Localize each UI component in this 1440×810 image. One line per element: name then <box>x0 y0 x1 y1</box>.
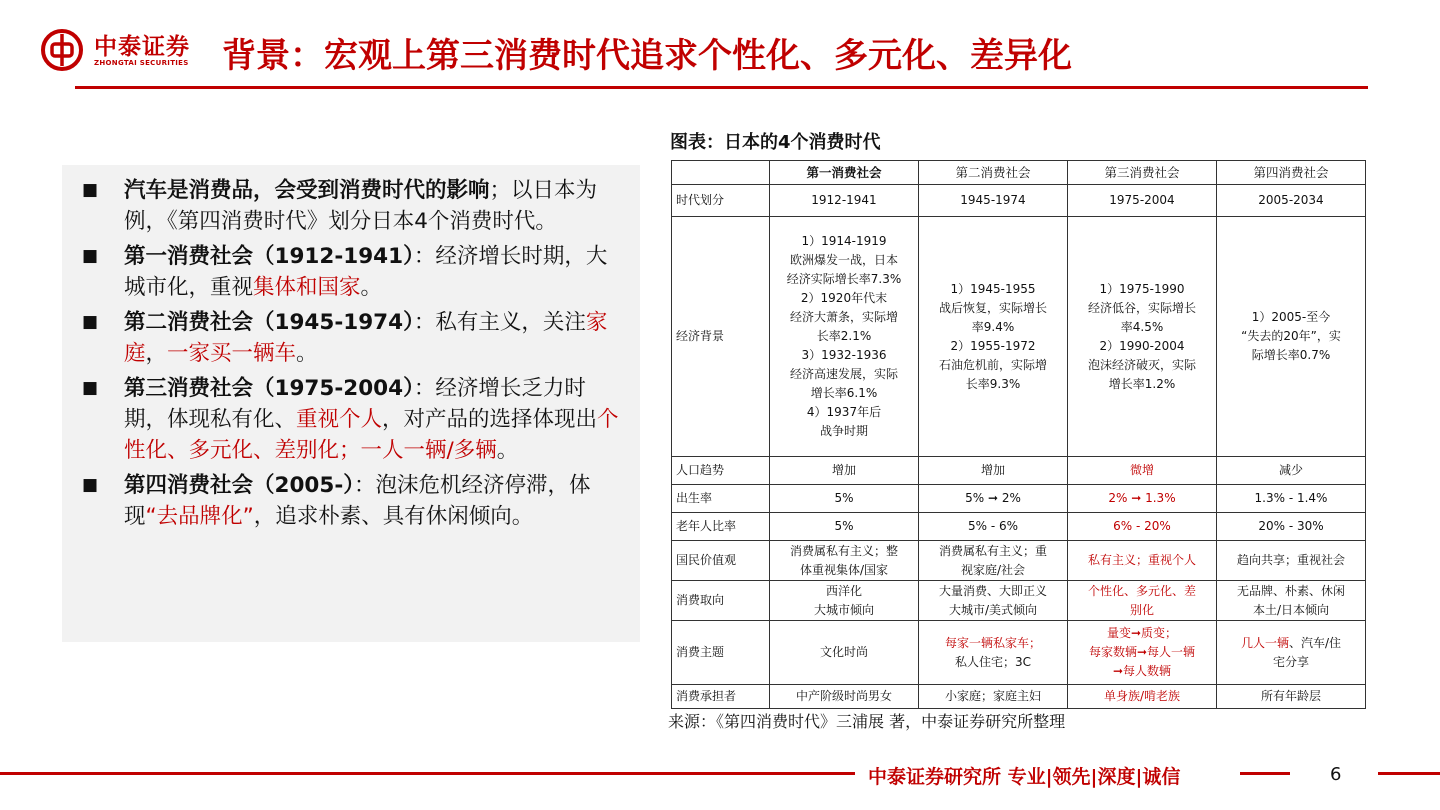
table-cell <box>1068 581 1217 621</box>
cell-line: 欧洲爆发一战，日本 <box>789 253 898 267</box>
cell-line: 视家庭/社会 <box>960 562 1026 577</box>
bullet-text-segment: ：经济增长乏力时期，体现私有化、 <box>124 376 586 432</box>
table-row <box>672 185 1366 217</box>
column-header: 第二消费社会 <box>919 161 1068 185</box>
table-cell: 单身族/啃老族 <box>1068 685 1217 709</box>
cell-line: 经济高速发展，实际 <box>789 367 898 381</box>
table-cell <box>1217 217 1366 457</box>
cell-line: 无品牌、朴素、休闲 <box>1236 583 1345 598</box>
table-cell <box>919 217 1068 457</box>
cell-line: “失去的20年”，实 <box>1241 329 1341 343</box>
bullet-item <box>80 307 626 369</box>
cell-line: 2）1990-2004 <box>1099 338 1185 353</box>
table-header-row <box>672 161 1366 185</box>
consumption-era-table <box>671 160 1366 709</box>
cell-line <box>1219 653 1363 672</box>
table-cell <box>1068 217 1217 457</box>
table-cell: 私有主义；重视个人 <box>1068 541 1217 581</box>
cell-line: 增长率6.1% <box>810 386 878 400</box>
table-cell: 6% - 20% <box>1068 513 1217 541</box>
cell-line: 消费属私有主义；重 <box>938 543 1047 558</box>
bullet-text-segment: 重视个人 <box>296 407 383 432</box>
bullet-item <box>80 241 626 303</box>
bullet-text-segment: 第三消费社会（1975-2004） <box>124 376 414 401</box>
cell-line: 经济实际增长率7.3% <box>786 272 902 286</box>
table-cell: 5% <box>770 513 919 541</box>
bullet-text-segment: 第二消费社会（1945-1974） <box>124 310 414 335</box>
table-cell <box>1217 581 1366 621</box>
cell-line: 泡沫经济破灭，实际 <box>1087 357 1196 372</box>
cell-line: 际增长率0.7% <box>1251 348 1331 362</box>
cell-line: 别化 <box>1129 602 1154 617</box>
bullet-item <box>80 470 626 532</box>
column-header: 第三消费社会 <box>1068 161 1217 185</box>
table-cell: 所有年龄层 <box>1217 685 1366 709</box>
cell-line: 大城市倾向 <box>813 602 874 617</box>
cell-line <box>1219 634 1363 653</box>
bullet-square-icon: ■ <box>82 378 99 398</box>
table-row <box>672 685 1366 709</box>
table-row <box>672 621 1366 685</box>
table-cell: 1912-1941 <box>770 185 919 217</box>
cell-line: 体重视集体/国家 <box>799 562 889 577</box>
table-cell <box>919 621 1068 685</box>
table-row <box>672 457 1366 485</box>
bullet-item <box>80 175 626 237</box>
table-cell <box>770 217 919 457</box>
table-cell <box>1217 621 1366 685</box>
bullet-text-segment: 第一消费社会（1912-1941） <box>124 244 414 269</box>
cell-segment: 几人一辆 <box>1240 635 1289 650</box>
table-cell: 1945-1974 <box>919 185 1068 217</box>
cell-line: 本土/日本倾向 <box>1252 602 1330 617</box>
column-header: 第一消费社会 <box>770 161 919 185</box>
table-row <box>672 513 1366 541</box>
table-cell: 2005-2034 <box>1217 185 1366 217</box>
cell-line: 石油危机前，实际增 <box>938 357 1047 372</box>
cell-line: 率4.5% <box>1120 319 1164 334</box>
table-cell: 20% - 30% <box>1217 513 1366 541</box>
cell-line: 大城市/美式倾向 <box>948 602 1038 617</box>
cell-line: 2）1955-1972 <box>950 338 1036 353</box>
cell-line: 长率2.1% <box>816 329 872 343</box>
bullet-text-segment: ， <box>145 341 168 366</box>
bullet-square-icon: ■ <box>82 312 99 332</box>
cell-line: 长率9.3% <box>965 376 1021 391</box>
row-label: 出生率 <box>672 485 770 513</box>
company-logo <box>40 26 220 74</box>
bullet-square-icon: ■ <box>82 246 99 266</box>
bullet-text-segment: 。 <box>360 275 383 300</box>
cell-line: 每家数辆➞每人一辆 <box>1088 645 1196 659</box>
bullet-text-segment: ，对产品的选择体现出 <box>382 407 598 432</box>
column-header: 第四消费社会 <box>1217 161 1366 185</box>
bullet-text-segment: 一家买一辆车 <box>167 341 297 366</box>
cell-line: 1）1914-1919 <box>801 234 887 248</box>
bullet-text-segment: ：泡沫危机经济停滞，体现 <box>124 473 591 529</box>
cell-line: 1）2005-至今 <box>1251 310 1331 324</box>
row-label: 消费取向 <box>672 581 770 621</box>
bullet-square-icon: ■ <box>82 180 99 200</box>
table-corner <box>672 161 770 185</box>
cell-segment: 宅分享 <box>1272 654 1309 669</box>
footer-line-mid <box>1240 772 1290 775</box>
cell-line: 消费属私有主义；整 <box>789 543 898 558</box>
cell-line: 每家一辆私家车； <box>944 635 1041 650</box>
bullet-text-segment: 第四消费社会（2005-） <box>124 473 355 498</box>
table-cell <box>919 581 1068 621</box>
table-cell: 5% ➞ 2% <box>919 485 1068 513</box>
bullet-text-segment: 汽车是消费品，会受到消费时代的影响 <box>124 178 490 203</box>
logo-name-cn: 中泰证券 <box>94 34 190 60</box>
cell-line: ➞每人数辆 <box>1112 664 1172 678</box>
cell-line: 经济低谷，实际增长 <box>1087 300 1196 315</box>
logo-name-en: ZHONGTAI SECURITIES <box>94 59 189 67</box>
row-label: 消费主题 <box>672 621 770 685</box>
table-cell: 5% <box>770 485 919 513</box>
table-cell: 趋向共享；重视社会 <box>1217 541 1366 581</box>
footer-slogan: 中泰证券研究所 专业|领先|深度|诚信 <box>868 766 1181 788</box>
bullet-text-segment: ：私有主义，关注 <box>413 310 586 335</box>
table-row <box>672 581 1366 621</box>
row-label: 经济背景 <box>672 217 770 457</box>
cell-line: 量变➞质变； <box>1106 626 1178 640</box>
table-cell: 5% - 6% <box>919 513 1068 541</box>
table-caption: 图表：日本的4个消费时代 <box>670 132 881 153</box>
table-cell: 增加 <box>919 457 1068 485</box>
row-label: 消费承担者 <box>672 685 770 709</box>
row-label: 人口趋势 <box>672 457 770 485</box>
table-cell: 中产阶级时尚男女 <box>770 685 919 709</box>
table-cell: 文化时尚 <box>770 621 919 685</box>
row-label: 国民价值观 <box>672 541 770 581</box>
page-number: 6 <box>1330 764 1342 785</box>
cell-line: 3）1932-1936 <box>801 348 887 362</box>
bullet-text-segment: ，追求朴素、具有休闲倾向。 <box>253 504 534 529</box>
table-cell: 1.3% - 1.4% <box>1217 485 1366 513</box>
cell-line: 1）1945-1955 <box>950 281 1036 296</box>
table-cell: 微增 <box>1068 457 1217 485</box>
cell-line: 增长率1.2% <box>1108 376 1176 391</box>
table-cell: 增加 <box>770 457 919 485</box>
table-cell <box>919 541 1068 581</box>
cell-line: 经济大萧条，实际增 <box>789 310 898 324</box>
zhongtai-logo-icon <box>40 28 84 72</box>
bullet-text-segment: 。 <box>496 438 519 463</box>
cell-line: 4）1937年后 <box>806 405 882 419</box>
bullet-text-segment: 家庭 <box>124 310 608 366</box>
cell-line: 2）1920年代末 <box>800 291 888 305</box>
footer-line-left <box>0 772 855 775</box>
cell-line: 率9.4% <box>971 319 1015 334</box>
table-row <box>672 485 1366 513</box>
row-label: 老年人比率 <box>672 513 770 541</box>
table-cell: 2% ➞ 1.3% <box>1068 485 1217 513</box>
cell-line: 大量消费、大即正义 <box>938 583 1047 598</box>
cell-line: 战争时期 <box>819 424 868 438</box>
table-source: 来源：《第四消费时代》三浦展 著，中泰证券研究所整理 <box>668 712 1066 731</box>
bullet-text-segment: ：经济增长时期，大城市化，重视 <box>124 244 608 300</box>
row-label: 时代划分 <box>672 185 770 217</box>
cell-line: 个性化、多元化、差 <box>1087 583 1196 598</box>
bullet-text-segment: ；以日本为例，《第四消费时代》划分日本4个消费时代。 <box>124 178 598 234</box>
table-cell <box>770 541 919 581</box>
table-cell: 减少 <box>1217 457 1366 485</box>
table-row <box>672 217 1366 457</box>
table-cell: 1975-2004 <box>1068 185 1217 217</box>
cell-line: 战后恢复，实际增长 <box>938 300 1047 315</box>
table-cell <box>770 581 919 621</box>
bullet-list <box>62 165 640 532</box>
bullet-text-segment: 。 <box>296 341 318 366</box>
cell-segment: 、汽车/住 <box>1288 635 1342 650</box>
bullet-text-segment: “去品牌化” <box>145 504 254 529</box>
table-row <box>672 541 1366 581</box>
bullet-text-segment: 个性化、多元化、差别化；一人一辆/多辆 <box>124 407 619 463</box>
cell-line: 1）1975-1990 <box>1099 281 1185 296</box>
bullet-item <box>80 373 626 466</box>
table-cell <box>1068 621 1217 685</box>
table-cell: 小家庭；家庭主妇 <box>919 685 1068 709</box>
footer-line-right <box>1378 772 1440 775</box>
cell-line: 私人住宅；3C <box>954 654 1031 669</box>
bullet-text-segment: 集体和国家 <box>253 275 361 300</box>
page-title: 背景：宏观上第三消费时代追求个性化、多元化、差异化 <box>222 36 1072 76</box>
bullet-square-icon: ■ <box>82 475 99 495</box>
bullet-panel <box>62 165 640 642</box>
title-divider <box>75 86 1368 89</box>
cell-line: 西洋化 <box>825 583 862 598</box>
